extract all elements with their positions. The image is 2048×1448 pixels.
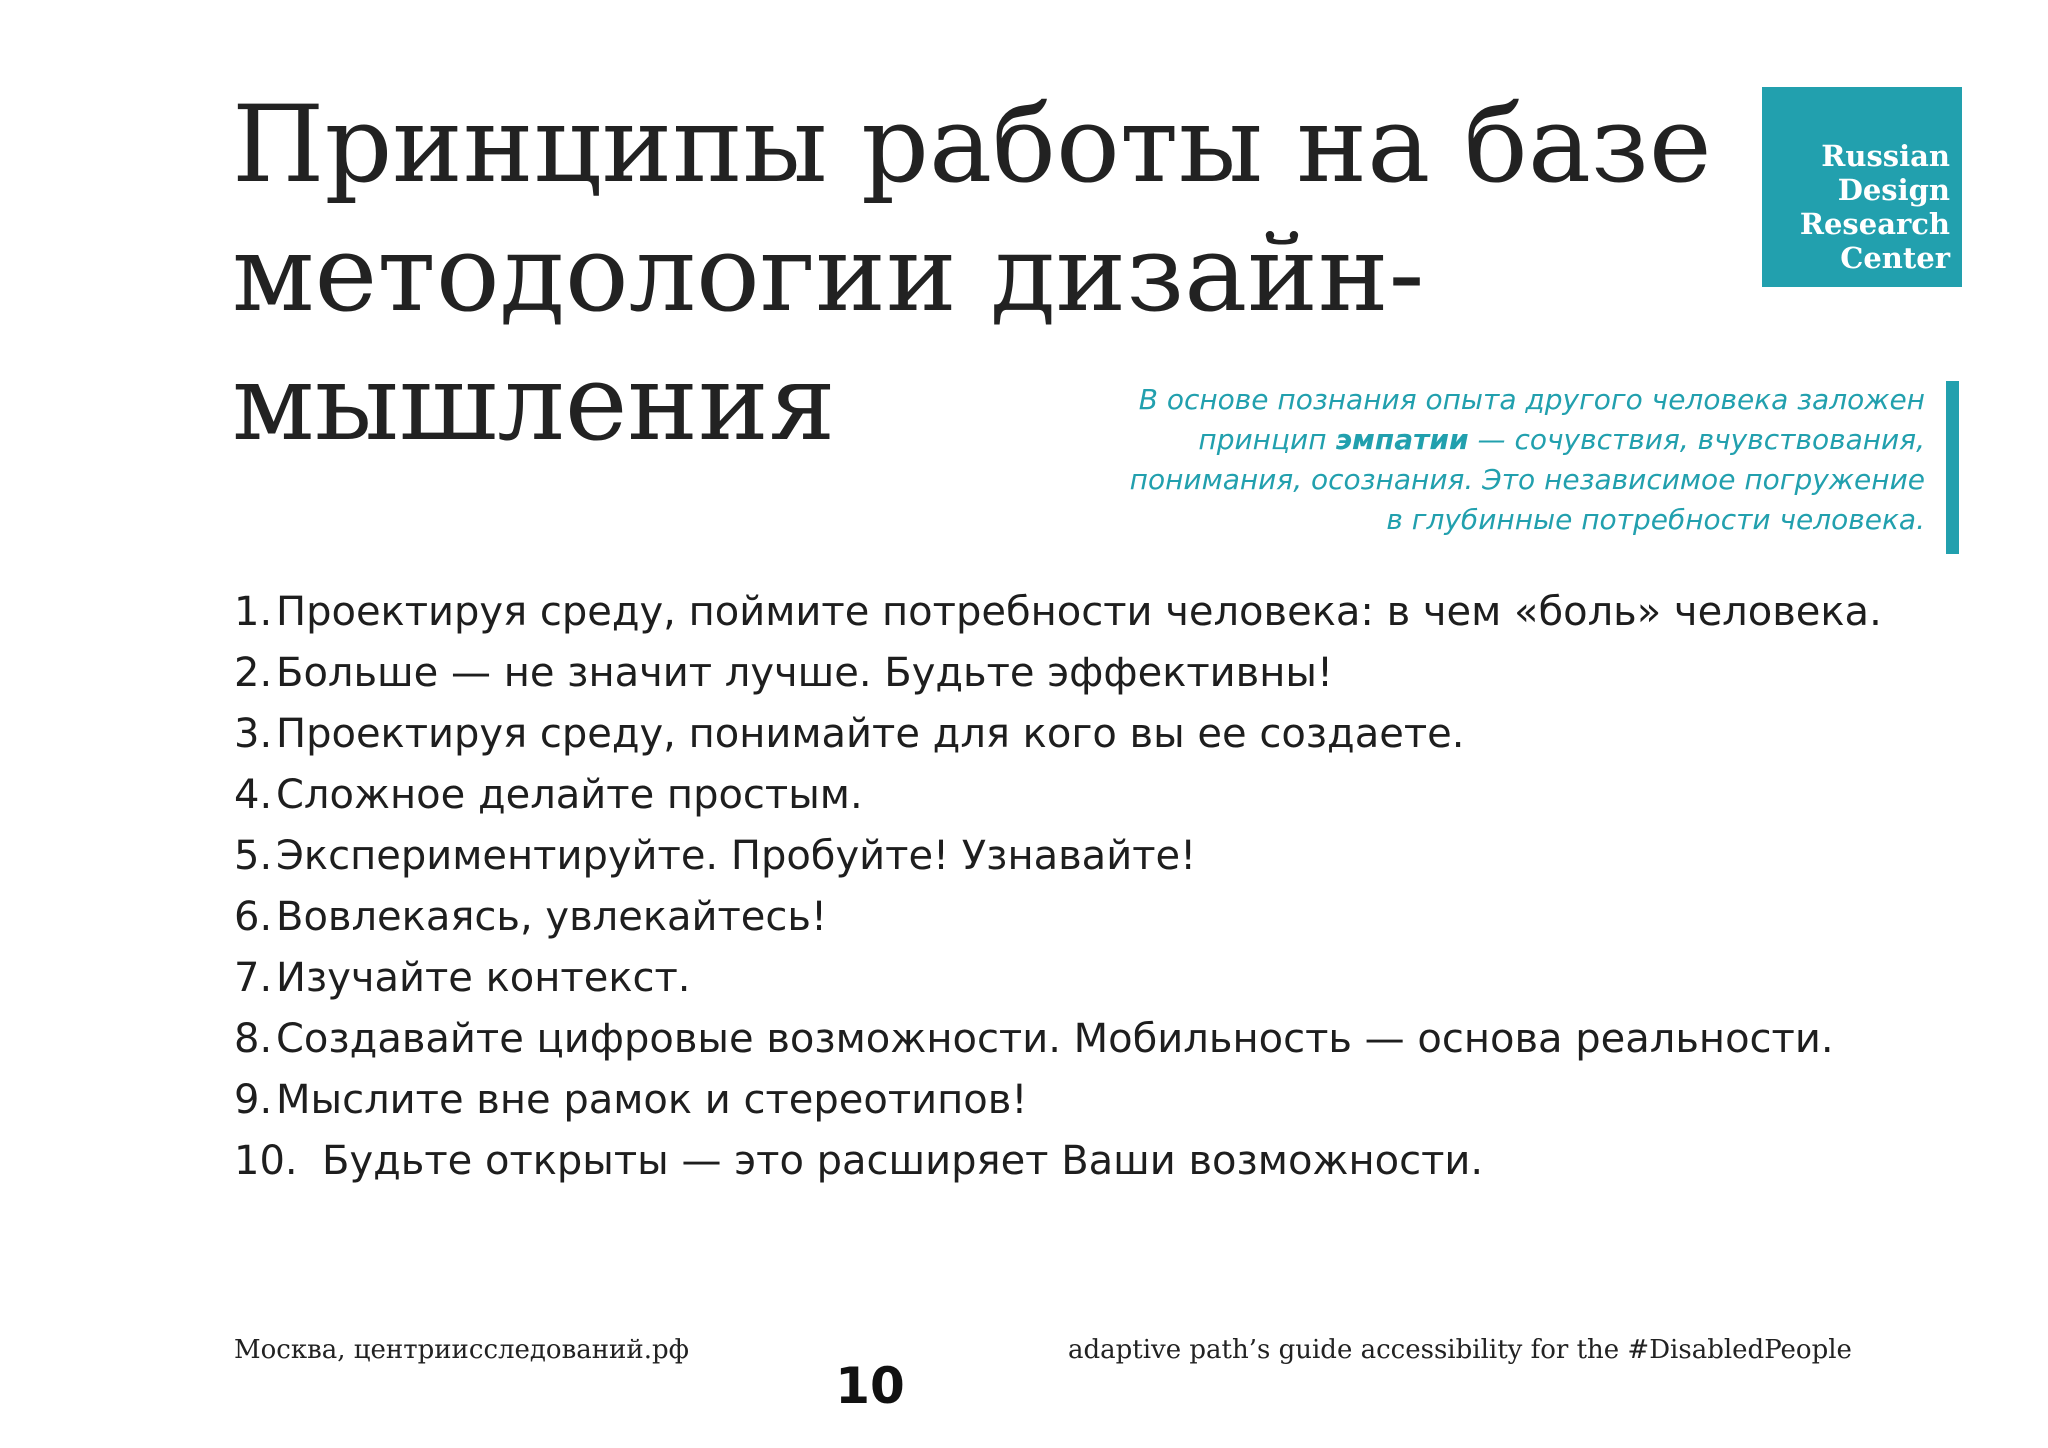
list-item xyxy=(234,1009,1882,1070)
quote-line: В основе познания опыта другого человека заложен xyxy=(1138,383,1925,416)
logo-text-line: Design xyxy=(1837,173,1950,207)
quote-line: понимания, осознания. Это независимое погружение xyxy=(1129,463,1925,496)
logo-text-line: Russian xyxy=(1821,139,1950,173)
title-line: мышления xyxy=(232,341,836,464)
list-item xyxy=(234,643,1882,704)
quote-text: — сочувствия, вчувствования, xyxy=(1468,423,1925,456)
logo-badge xyxy=(1762,87,1962,287)
list-item xyxy=(234,887,1882,948)
item-number: 7. xyxy=(234,955,273,1001)
item-number: 1. xyxy=(234,589,273,635)
title-line: Принципы работы на базе xyxy=(232,83,1712,206)
item-number: 10. xyxy=(234,1138,298,1184)
list-item xyxy=(234,948,1882,1009)
logo-text-line: Research xyxy=(1799,207,1950,241)
quote-text: принцип xyxy=(1198,423,1336,456)
item-text: Сложное делайте простым. xyxy=(276,772,863,818)
footer-location: Москва, центриисследований.рф xyxy=(234,1335,689,1365)
item-number: 5. xyxy=(234,833,273,879)
item-text: Больше — не значит лучше. Будьте эффективны! xyxy=(276,650,1333,696)
page-number: 10 xyxy=(835,1357,905,1415)
list-item xyxy=(234,826,1882,887)
item-text: Мыслите вне рамок и стереотипов! xyxy=(276,1077,1028,1123)
principles-list xyxy=(234,582,1882,1192)
item-number: 2. xyxy=(234,650,273,696)
item-text: Проектируя среду, поймите потребности человека: в чем «боль» человека. xyxy=(276,589,1882,635)
footer-source: adaptive path’s guide accessibility for the #DisabledPeople xyxy=(1068,1335,1852,1365)
quote-accent-bar xyxy=(1946,381,1959,554)
item-text: Проектируя среду, понимайте для кого вы ее создаете. xyxy=(276,711,1465,757)
item-number: 9. xyxy=(234,1077,273,1123)
item-number: 6. xyxy=(234,894,273,940)
item-text: Экспериментируйте. Пробуйте! Узнавайте! xyxy=(276,833,1197,879)
quote-emphasis: эмпатии xyxy=(1335,423,1469,456)
item-text: Изучайте контекст. xyxy=(276,955,691,1001)
logo-text-line: Center xyxy=(1840,241,1950,275)
list-item xyxy=(234,765,1882,826)
list-item xyxy=(234,1131,1882,1192)
list-item xyxy=(234,1070,1882,1131)
item-number: 4. xyxy=(234,772,273,818)
title-line: методологии дизайн- xyxy=(232,212,1425,335)
item-text: Вовлекаясь, увлекайтесь! xyxy=(276,894,827,940)
empathy-quote xyxy=(1100,380,1925,540)
item-text: Создавайте цифровые возможности. Мобильность — основа реальности. xyxy=(276,1016,1834,1062)
item-number: 3. xyxy=(234,711,273,757)
quote-line: в глубинные потребности человека. xyxy=(1386,503,1925,536)
item-text: Будьте открыты — это расширяет Ваши возможности. xyxy=(322,1138,1484,1184)
list-item xyxy=(234,582,1882,643)
list-item xyxy=(234,704,1882,765)
quote-line xyxy=(1100,420,1925,460)
item-number: 8. xyxy=(234,1016,273,1062)
